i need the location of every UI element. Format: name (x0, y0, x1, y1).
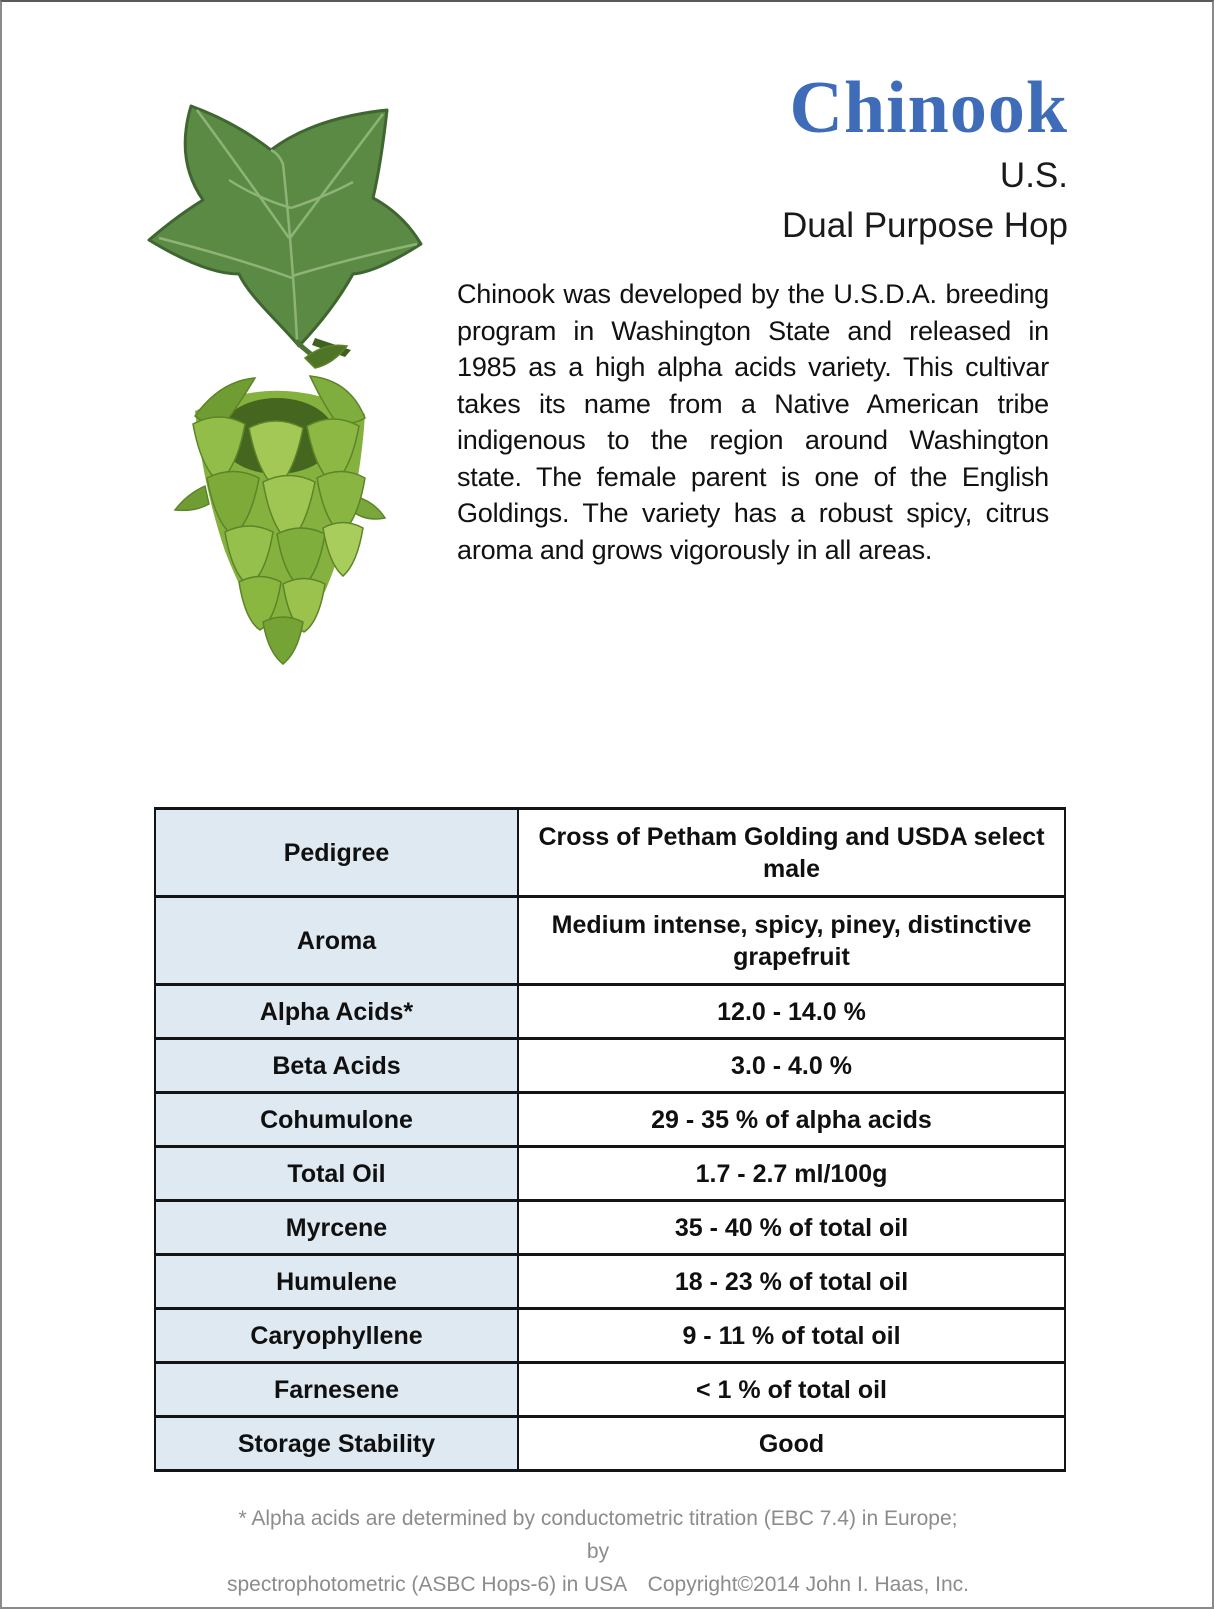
hop-leaf-graphic (87, 48, 447, 363)
table-row (155, 1201, 1065, 1255)
row-label: Alpha Acids* (155, 985, 518, 1039)
row-value: 35 - 40 % of total oil (518, 1201, 1065, 1255)
row-value: Cross of Petham Golding and USDA select male (518, 809, 1065, 897)
footnote-block (227, 1502, 969, 1601)
table-row (155, 897, 1065, 985)
row-value: Good (518, 1417, 1065, 1471)
row-value: Medium intense, spicy, piney, distinctive grapefruit (518, 897, 1065, 985)
leaf-blade (149, 106, 421, 346)
row-value: 18 - 23 % of total oil (518, 1255, 1065, 1309)
row-value: 1.7 - 2.7 ml/100g (518, 1147, 1065, 1201)
row-value: 29 - 35 % of alpha acids (518, 1093, 1065, 1147)
hop-type-label: Dual Purpose Hop (782, 206, 1068, 245)
table-row (155, 1093, 1065, 1147)
description-paragraph: Chinook was developed by the U.S.D.A. breeding program in Washington State and released in 1985 as a high alpha acids variety. This cultivar takes its name from a Native American tribe indigenous to the region around Washington state. The female parent is one of the English Goldings. The variety has a robust spicy, citrus aroma and grows vigorously in all areas. (457, 279, 1049, 565)
table-row (155, 1255, 1065, 1309)
title-block (782, 68, 1068, 248)
row-label: Farnesene (155, 1363, 518, 1417)
row-label: Cohumulone (155, 1093, 518, 1147)
row-label: Caryophyllene (155, 1309, 518, 1363)
table-row (155, 1417, 1065, 1471)
origin-label: U.S. (999, 156, 1068, 195)
table-row (155, 809, 1065, 897)
row-label: Myrcene (155, 1201, 518, 1255)
table-row (155, 1309, 1065, 1363)
row-label: Storage Stability (155, 1417, 518, 1471)
row-value: 3.0 - 4.0 % (518, 1039, 1065, 1093)
table-row (155, 1363, 1065, 1417)
row-label: Total Oil (155, 1147, 518, 1201)
hop-leaf-image (87, 48, 447, 363)
table-row (155, 1147, 1065, 1201)
row-label: Beta Acids (155, 1039, 518, 1093)
table-row (155, 985, 1065, 1039)
row-label: Aroma (155, 897, 518, 985)
row-label: Humulene (155, 1255, 518, 1309)
copyright-text: Copyright©2014 John I. Haas, Inc. (647, 1573, 969, 1596)
footnote-line2 (227, 1568, 969, 1601)
table-row (155, 1039, 1065, 1093)
row-label: Pedigree (155, 809, 518, 897)
footnote-line1: * Alpha acids are determined by conductometric titration (EBC 7.4) in Europe; by (238, 1507, 958, 1563)
page-title: Chinook (789, 67, 1068, 149)
row-value: 9 - 11 % of total oil (518, 1309, 1065, 1363)
row-value: < 1 % of total oil (518, 1363, 1065, 1417)
row-value: 12.0 - 14.0 % (518, 985, 1065, 1039)
hop-cone-image (165, 336, 397, 666)
footnote-line2-method: spectrophotometric (ASBC Hops-6) in USA (227, 1573, 628, 1596)
specs-table (154, 807, 1066, 1472)
hop-cone-graphic (165, 336, 397, 666)
